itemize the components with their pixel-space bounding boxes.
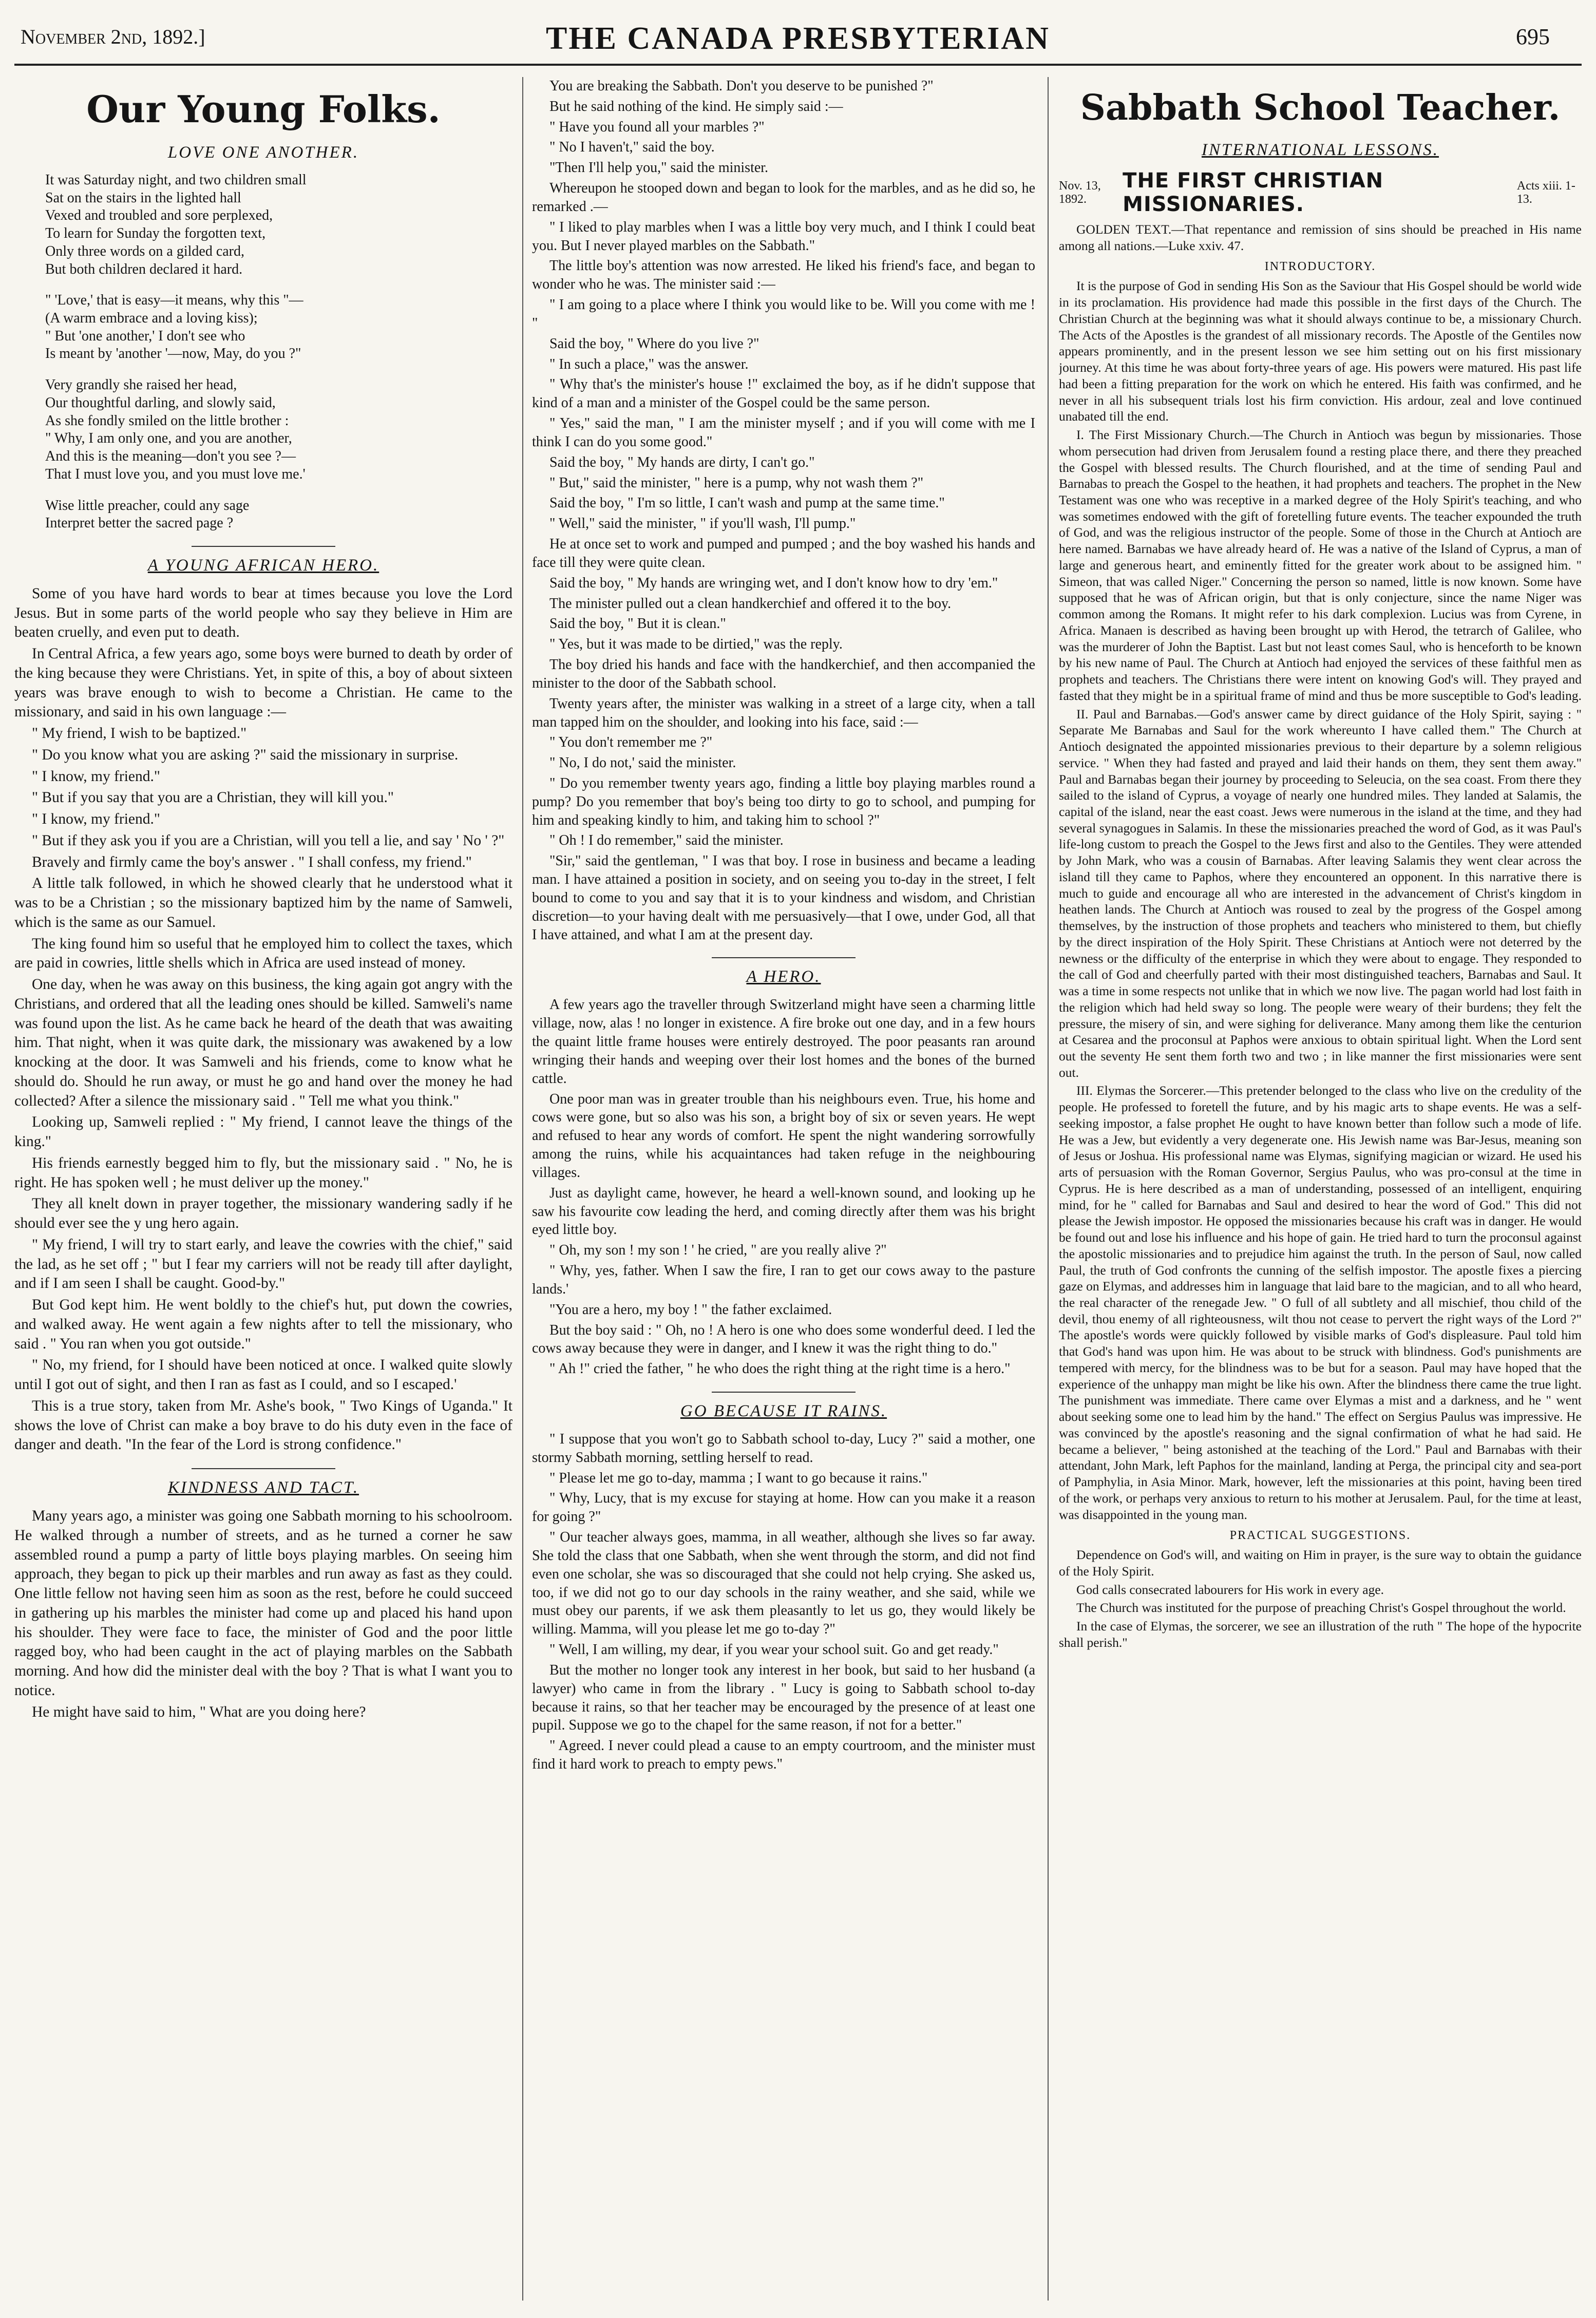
paragraph: " But if they ask you if you are a Christian, will you tell a lie, and say ' No ' ?": [32, 832, 505, 849]
poem-line: Only three words on a gilded card,: [45, 243, 244, 259]
department-heading: Our Young Folks.: [86, 87, 441, 131]
paragraph: " Do you know what you are asking ?" said the missionary in surprise.: [32, 746, 459, 763]
paragraph: In the case of Elymas, the sorcerer, we see an illustration of the ruth " The hope of the hypocrite shall perish.": [1059, 1619, 1582, 1650]
paragraph: Dependence on God's will, and waiting on Him in prayer, is the sure way to obtain the guidance of the Holy Spirit.: [1059, 1547, 1582, 1579]
paragraph: " But," said the minister, " here is a pump, why not wash them ?": [549, 474, 924, 491]
paragraph: " In such a place," was the answer.: [549, 356, 749, 372]
paragraph: The little boy's attention was now arrested. He liked his friend's face, and began to wonder who he was. The minister said :—: [532, 258, 1035, 293]
poem-line: But both children declared it hard.: [45, 261, 243, 277]
paragraph: " Why that's the minister's house !" exclaimed the boy, as if he didn't suppose that kind of a man and a minister of the Gospel could be the same person.: [532, 376, 1035, 411]
paragraph: " My friend, I will try to start early, and leave the cowries with the chief," said the lad, as he set off ; " but I fear my carriers will not be ready till after daylight, and if I am seen I shall be caught. Good-by.": [14, 1236, 512, 1292]
column-sabbath-school: [1059, 77, 1582, 2301]
paragraph: " No, my friend, for I should have been noticed at once. I walked quite slowly until I got out of sight, and then I ran as fast as I could, and so I escaped.': [14, 1357, 512, 1393]
paragraph: " Our teacher always goes, mamma, in all weather, although she lives so far away. She told the class that one Sabbath, when she went through the storm, and did not find even one scholar, she was so discouraged that she could not help crying. She asked us, too, if we did not go to our day schools in the rainy weather, and she said, while we must obey our parents, if we ask them pleasantly to let us go, they would likely be willing. Mamma, will you please let me go to-day ?": [532, 1529, 1035, 1638]
paragraph: You are breaking the Sabbath. Don't you deserve to be punished ?": [549, 78, 934, 94]
paragraph: " Well, I am willing, my dear, if you wear your school suit. Go and get ready.": [549, 1642, 999, 1658]
paragraph: They all knelt down in prayer together, the missionary wandering sadly if he should ever see the y ung hero again.: [14, 1195, 512, 1232]
paragraph: But God kept him. He went boldly to the chief's hut, put down the cowries, and walked away. He went again a few nights after to tell the missionary, who said . " You ran when you got outside.": [14, 1297, 512, 1352]
section-rule: [192, 1468, 335, 1469]
article-title: KINDNESS AND TACT.: [167, 1478, 359, 1497]
article-title: A HERO.: [746, 967, 821, 986]
poem-line: Our thoughtful darling, and slowly said,: [45, 394, 276, 411]
subsection-heading: INTRODUCTORY.: [1264, 260, 1376, 274]
paragraph: His friends earnestly begged him to fly, but the missionary said . " No, he is right. He has spoken well ; he must deliver up the money.": [14, 1154, 512, 1191]
article-body-continued: [532, 77, 1035, 944]
paragraph: " Have you found all your marbles ?": [549, 119, 765, 135]
department-heading: Sabbath School Teacher.: [1080, 87, 1561, 128]
paragraph: Twenty years after, the minister was walking in a street of a large city, when a tall man tapped him on the shoulder, and looking into his face, said :—: [532, 695, 1035, 730]
paragraph: " Why, Lucy, that is my excuse for staying at home. How can you make it a reason for going ?": [532, 1490, 1035, 1525]
poem-line: Interpret better the sacred page ?: [45, 515, 234, 531]
poem-line: To learn for Sunday the forgotten text,: [45, 225, 266, 242]
article-body: [532, 996, 1035, 1378]
practical-suggestions: [1059, 1547, 1582, 1650]
paragraph: The Church was instituted for the purpose of preaching Christ's Gospel throughout the world.: [1076, 1600, 1566, 1616]
paragraph: "Then I'll help you," said the minister.: [549, 160, 769, 176]
page-number: 695: [1516, 24, 1550, 49]
paragraph: " Well," said the minister, " if you'll wash, I'll pump.": [549, 516, 856, 532]
paragraph: " I know, my friend.": [32, 811, 160, 828]
page-header: [0, 0, 1596, 62]
paragraph: II. Paul and Barnabas.—God's answer came by direct guidance of the Holy Spirit, saying : " Separate Me Barnabas and Saul for the work whereunto I have called them." The Church at Antioch designated the appointed missionaries previous to their departure by a solemn religious service. " When they had fasted and prayed and laid their hands on them, they sent them away." Paul and Barnabas began their journey by proceeding to Seleucia, on the sea coast. From there they sailed to the island of Cyprus, a voyage of nearly one hundred miles. They landed at Salamis, the capital of the island, near the east coast. Jews were numerous in the island at the time, and they had several synagogues in Salamis. In these the missionaries preached the word of God, as it was Paul's life-long custom to preach the Gospel to the Jews first and also to the Gentiles. They were attended by John Mark, who was a cousin of Barnabas. After leaving Salamis they went clear across the island till they came to Paphos, where they encountered an opponent. In this narrative there is much to guide and encourage all who are interested in the advancement of Christ's kingdom in heathen lands. The Church at Antioch was roused to zeal by the progress of the Gospel among themselves, by the instruction of those prophets and teachers who ministered to them, but chiefly by the direct inspiration of the Holy Spirit. These Christians at Antioch were not deterred by the newness or the difficulty of the enterprise in which they were about to engage. They responded to the call of God and cheerfully parted with their most distinguished teachers, Barnabas and Saul. It was a time in some respects not unlike that in which we now live. The pagan world had lost faith in the religion which had held sway so long. The people were weary of their burdens; they felt the pressure, the misery of sin, and were sighing for deliverance. Many among them like the centurion at Cesarea and the proconsul at Paphos were anxious to obtain spiritual light. When the Lord sent out the seventy He sent them forth two and two ; in like manner the first missionaries were sent out.: [1059, 706, 1582, 1080]
paragraph: "You are a hero, my boy ! " the father exclaimed.: [549, 1301, 832, 1318]
paragraph: " Why, yes, father. When I saw the fire, I ran to get our cows away to the pasture lands.': [532, 1263, 1035, 1297]
paragraph: He might have said to him, " What are you doing here?: [32, 1703, 366, 1720]
lesson-body: [1059, 278, 1582, 1523]
column-young-folks: [14, 77, 512, 2301]
paragraph: Bravely and firmly came the boy's answer . " I shall confess, my friend.": [32, 853, 472, 870]
paragraph: "Sir," said the gentleman, " I was that boy. I rose in business and became a leading man. I have attained a position in society, and on seeing you to-day in the street, I felt bound to come to you and say that it is to your kindness and wisdom, and Christian discretion—to your having dealt with me persuasively—that I owe, under God, all that I have attained, and what I am at the present day.: [532, 853, 1035, 943]
paragraph: Looking up, Samweli replied : " My friend, I cannot leave the things of the king.": [14, 1114, 512, 1150]
poem-line: That I must love you, and you must love me.': [45, 466, 306, 482]
poem-line: " Why, I am only one, and you are another,: [45, 430, 292, 447]
poem-line: (A warm embrace and a loving kiss);: [45, 310, 258, 327]
paragraph: Many years ago, a minister was going one Sabbath morning to his schoolroom. He walked through a number of streets, and as he turned a corner he saw assembled round a pump a party of little boys playing marbles. On seeing him approach, they began to pick up their marbles and run away as fast as they could. One little fellow not having seen him as soon as the rest, before he could succeed in gathering up his marbles the minister had come up and placed his hand upon his shoulder. They were face to face, the minister of God and the poor little ragged boy, who had been caught in the act of playing marbles on the Sabbath morning. And how did the minister deal with the boy ? That is what I want you to notice.: [14, 1508, 512, 1699]
paragraph: The boy dried his hands and face with the handkerchief, and then accompanied the minister to the door of the Sabbath school.: [532, 657, 1035, 691]
paragraph: " Please let me go to-day, mamma ; I want to go because it rains.": [549, 1470, 928, 1486]
lesson-title: THE FIRST CHRISTIAN MISSIONARIES.: [1123, 169, 1384, 216]
paragraph: " Agreed. I never could plead a cause to an empty courtroom, and the minister must find it hard work to preach to empty pews.": [532, 1738, 1035, 1773]
section-rule: [712, 957, 856, 958]
newspaper-title: THE CANADA PRESBYTERIAN: [546, 21, 1050, 56]
section-rule: [192, 546, 335, 547]
lesson-reference: Acts xiii. 1-13.: [1516, 179, 1575, 206]
article-body: [532, 1430, 1035, 1774]
paragraph: This is a true story, taken from Mr. Ashe's book, " Two Kings of Uganda." It shows the love of Christ can make a boy brave to do his duty even in the face of danger and death. "In the fear of the Lord is strong confidence.": [14, 1397, 512, 1453]
paragraph: Said the boy, " I'm so little, I can't wash and pump at the same time.": [549, 495, 945, 511]
paragraph: " But if you say that you are a Christian, they will kill you.": [32, 789, 394, 806]
paragraph: " I suppose that you won't go to Sabbath school to-day, Lucy ?" said a mother, one stormy Sabbath morning, settling herself to read.: [532, 1431, 1035, 1466]
poem-line: It was Saturday night, and two children small: [45, 172, 307, 188]
paragraph: I. The First Missionary Church.—The Church in Antioch was begun by missionaries. Those whom persecution had driven from Jerusalem found a resting place there, and there they preached the Gospel with blessed results. The Church flourished, and at the time of sending Paul and Barnabas to preach the Gospel to the heathen, it had prophets and teachers. The prophet in the New Testament was one who was receptive in a marked degree of the Holy Spirit's teaching, and who was sometimes endowed with the gift of foretelling future events. The teacher expounded the truth of God, and was the religious instructor of the people. Some of those in the Church at Antioch are here named. Barnabas we have already heard of. He was a native of the Island of Cyprus, a man of large and generous heart, and eminently fitted for the greater work about to be assigned him. " Simeon, that was called Niger." Concerning the person so named, little is now known. Some have supposed that he was of African origin, but that is only conjecture, since the name Niger was common among the Romans. It might refer to his dark complexion. Lucius was from Cyrene, in Africa. Manaen is described as having been brought up with Herod, the tetrarch of Galilee, who was the murderer of John the Baptist. Last but not least comes Saul, who is henceforth to be known by his new name of Paul. The Church at Antioch had enjoyed the services of these faithful men as prophets and teachers. The Christians there were intent on knowing God's will. They prayed and fasted that they might be in a spiritual frame of mind and thus be more susceptible to God's leading.: [1059, 427, 1582, 703]
lesson-date: Nov. 13, 1892.: [1059, 179, 1101, 206]
paragraph: " You don't remember me ?": [549, 734, 713, 751]
golden-text: GOLDEN TEXT.—That repentance and remission of sins should be preached in His name among all nations.—Luke xxiv. 47.: [1059, 222, 1582, 253]
poem-line: Very grandly she raised her head,: [45, 377, 237, 393]
paragraph: In Central Africa, a few years ago, some boys were burned to death by order of the king because they were Christians. Yet, in spite of this, a boy of about sixteen years was brave enough to wish to become a Christian. He came to the missionary, and said in his own language :—: [14, 645, 512, 720]
poem-line: Wise little preacher, could any sage: [45, 497, 250, 514]
poem-line: Vexed and troubled and sore perplexed,: [45, 207, 273, 224]
poem-line: " But 'one another,' I don't see who: [45, 328, 245, 344]
poem: [14, 172, 512, 533]
paragraph: " My friend, I wish to be baptized.": [32, 725, 247, 742]
article-title: GO BECAUSE IT RAINS.: [680, 1402, 887, 1420]
stanza-break: [14, 484, 512, 497]
article-body: [14, 1507, 512, 1722]
paragraph: " Oh ! I do remember," said the minister.: [549, 832, 784, 849]
paragraph: " Do you remember twenty years ago, finding a little boy playing marbles round a pump? Do you remember that boy's being too dirty to go to school, and pumping for him and speaking kindly to him, and taking him to school ?": [532, 775, 1035, 828]
poem-line: Sat on the stairs in the lighted hall: [45, 189, 241, 206]
paragraph: " I liked to play marbles when I was a little boy very much, and I think I could beat you. But I never played marbles on the Sabbath.": [532, 219, 1035, 254]
paragraph: But he said nothing of the kind. He simply said :—: [549, 98, 843, 115]
article-body: [14, 584, 512, 1455]
paragraph: The king found him so useful that he employed him to collect the taxes, which are paid in cowries, little shells which in Africa are used instead of money.: [14, 935, 512, 972]
paragraph: A little talk followed, in which he showed clearly that he understood what it was to be a Christian ; so the missionary baptized him by the name of Samweli, which is the same as our Samuel.: [14, 875, 512, 930]
column-divider: [1048, 77, 1049, 2301]
poem-line: As she fondly smiled on the little brother :: [45, 412, 289, 429]
column-divider: [522, 77, 523, 2301]
stanza-break: [14, 363, 512, 376]
paragraph: " No, I do not,' said the minister.: [549, 755, 736, 771]
poem-line: And this is the meaning—don't you see ?—: [45, 448, 296, 465]
paragraph: " Yes," said the man, " I am the minister myself ; and if you will come with me I think I can do you some good.": [532, 415, 1035, 450]
paragraph: " Ah !" cried the father, " he who does the right thing at the right time is a hero.": [549, 1361, 1011, 1377]
header-rule: [14, 64, 1582, 66]
paragraph: " I am going to a place where I think you would like to be. Will you come with me ! ": [532, 297, 1035, 331]
paragraph: Just as daylight came, however, he heard a well-known sound, and looking up he saw his favourite cow leading the herd, and coming directly after them was his bright eyed little boy.: [532, 1185, 1035, 1238]
paragraph: III. Elymas the Sorcerer.—This pretender belonged to the class who live on the credulity of the people. He professed to foretell the future, and by his magic arts to shape events. He was a self-seeking impostor, a false prophet He ought to have known better than follow such a mode of life. He was a Jew, but evidently a very degenerate one. His Jewish name was Bar-Jesus, meaning son of Jesus or Joshua. His professional name was Elymas, signifying magician or wizard. He used his arts of persuasion with the Roman Governor, Sergius Paulus, who was pro-consul at the time in Cyprus. He is here described as a man of understanding, possessed of an intelligent, enquiring mind, for he " called for Barnabas and Saul and desired to hear the word of God." This did not please the Jewish impostor. He opposed the missionaries because his craft was in danger. He would be found out and lose his influence and his hope of gain. He tried hard to turn the proconsul against the apostolic missionaries and to prejudice him against the truth. In the person of Saul, now called Paul, the truth of God confronts the cunning of the selfish impostor. The apostle fixes a piercing gaze on Elymas, and addresses him in language that laid bare to the magician, and to all who heard, the real character of the renegade Jew. " O full of all subtlety and all mischief, thou child of the devil, thou enemy of all righteousness, wilt thou not cease to pervert the right ways of the Lord ?" The apostle's words were quickly followed by visible marks of God's displeasure. Paul told him that God's hand was upon him. He was about to be struck with blindness. God's punishments are tempered with mercy, for the blindness was to be but for a season. Paul may have hoped that the experience of the unhappy man might be like his own. After the blindness there came the true light. The punishment was immediate. There came over Elymas a mist and a darkness, and he " went about seeking some one to lead him by the hand." The effect on Sergius Paulus was impressive. He was convinced by the apostle's reasoning and the signal confirmation of what he had said. He became a believer, " being astonished at the teaching of the Lord." Paul and Barnabas with their attendant, John Mark, left Paphos for the mainland, landing at Perga, the principal city and sea-port of Pamphylia, in Asia Minor. Mark, however, left the missionaries at this point, having been tired of the work, or perhaps very anxious to return to his mother at Jerusalem. Paul, for the time at least, was disappointed in the young man.: [1059, 1083, 1582, 1522]
paragraph: But the boy said : " Oh, no ! A hero is one who does some wonderful deed. I led the cows away because they were in danger, and I knew it was the right thing to do.": [532, 1322, 1035, 1357]
paragraph: Whereupon he stooped down and began to look for the marbles, and as he did so, he remarked .—: [532, 180, 1035, 215]
paragraph: Some of you have hard words to bear at times because you love the Lord Jesus. But in some parts of the world people who say they believe in Him are beaten cruelly, and even put to death.: [14, 585, 512, 641]
poem-title: LOVE ONE ANOTHER.: [167, 143, 359, 162]
paragraph: One day, when he was away on this business, the king again got angry with the Christians, and ordered that all the leading ones should be killed. Samweli's name was found upon the list. As he came back he heard of the death that was awaiting him. That night, when it was quite dark, the missionary was awakened by a low knocking at the door. It was Samweli and his friends, come to know what he should do. Should he run away, or must he go and hand over the money he had collected? After a silence the missionary said . " Tell me what you think.": [14, 976, 512, 1109]
section-rule: [712, 1392, 856, 1393]
paragraph: " I know, my friend.": [32, 768, 160, 785]
issue-date: November 2nd, 1892.]: [21, 25, 205, 48]
column-middle: [532, 77, 1035, 2301]
paragraph: But the mother no longer took any interest in her book, but said to her husband (a lawyer) who came in from the library . " Lucy is going to Sabbath school to-day because it rains, so that her teacher may be encouraged by the presence of at least one pupil. Suppose we go to the chapel for the same reason, if not for a better.": [532, 1662, 1035, 1734]
paragraph: He at once set to work and pumped and pumped ; and the boy washed his hands and face till they were quite clean.: [532, 536, 1035, 571]
article-title: A YOUNG AFRICAN HERO.: [147, 556, 379, 575]
paragraph: A few years ago the traveller through Switzerland might have seen a charming little village, now, alas ! no longer in existence. A fire broke out one day, and in a few hours the quaint little frame houses were entirely destroyed. The poor peasants ran around wringing their hands and weeping over their lost homes and the bones of the burned cattle.: [532, 997, 1035, 1087]
paragraph: It is the purpose of God in sending His Son as the Saviour that His Gospel should be world wide in its proclamation. His providence had made this possible in the first days of the Church. The Christian Church at the beginning was what it should always continue to be, a missionary Church. The Acts of the Apostles is the grandest of all missionary records. The Apostle of the Gentiles now appears prominently, and in the present lesson we see him setting out on his first missionary journey. At this time he was about forty-three years of age. His powers were matured. His past life had been a fitting preparation for the work on which he entered. His faith was confirmed, and he never in all his subsequent trials lost his firm conviction. His ardour, zeal and love continued unabated till the end.: [1059, 278, 1582, 424]
paragraph: Said the boy, " My hands are dirty, I can't go.": [549, 454, 815, 470]
paragraph: Said the boy, " Where do you live ?": [549, 335, 759, 352]
paragraph: " Oh, my son ! my son ! ' he cried, " are you really alive ?": [549, 1242, 887, 1259]
poem-line: Is meant by 'another '—now, May, do you ?": [45, 346, 301, 362]
paragraph: " No I haven't," said the boy.: [549, 139, 715, 156]
stanza-break: [14, 278, 512, 292]
section-subhead: INTERNATIONAL LESSONS.: [1201, 141, 1439, 159]
lesson-heading: [1059, 169, 1582, 216]
paragraph: Said the boy, " But it is clean.": [549, 616, 726, 632]
paragraph: The minister pulled out a clean handkerchief and offered it to the boy.: [549, 595, 952, 612]
subsection-heading: PRACTICAL SUGGESTIONS.: [1229, 1529, 1411, 1543]
paragraph: " Yes, but it was made to be dirtied," was the reply.: [549, 636, 843, 653]
paragraph: Said the boy, " My hands are wringing wet, and I don't know how to dry 'em.": [549, 575, 998, 591]
paragraph: One poor man was in greater trouble than his neighbours even. True, his home and cows were gone, but so also was his son, a bright boy of six or seven years. He wept and refused to hear any words of comfort. He spent the night wandering sorrowfully among the ruins, while his acquaintances had taken refuge in the neighbouring villages.: [532, 1091, 1035, 1181]
poem-line: " 'Love,' that is easy—it means, why this "—: [45, 292, 303, 309]
paragraph: God calls consecrated labourers for His work in every age.: [1076, 1582, 1384, 1597]
